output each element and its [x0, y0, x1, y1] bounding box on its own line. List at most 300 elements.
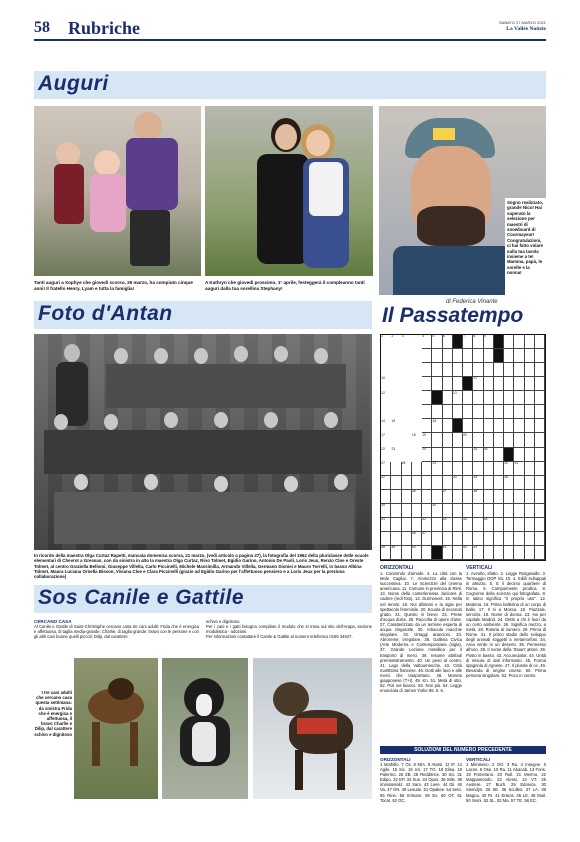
crossword-cell: [381, 405, 391, 419]
crossword-cell: 3: [401, 334, 404, 339]
crossword-cell: [463, 532, 473, 546]
crossword-cell: [432, 433, 442, 447]
crossword-cell: [525, 504, 535, 518]
crossword-cell: 43: [443, 518, 453, 532]
crossword-cell: [453, 363, 463, 377]
crossword-cell: 44: [463, 518, 473, 532]
crossword-cell: [494, 448, 504, 462]
section-title: Rubriche: [68, 18, 140, 38]
crossword-cell: 14: [381, 418, 385, 423]
crossword-cell: 48: [381, 546, 391, 560]
crossword-cell: [535, 476, 545, 490]
crossword-cell: [443, 349, 453, 363]
crossword-black-cell: [432, 391, 442, 405]
crossword-cell: [535, 377, 545, 391]
crossword-cell: [525, 363, 535, 377]
crossword-cell: 8: [473, 335, 483, 349]
crossword-cell: [391, 462, 401, 476]
crossword-cell: [432, 490, 442, 504]
crossword-black-cell: [432, 546, 442, 560]
crossword-cell: 33: [453, 476, 463, 490]
crossword-cell: 6: [443, 335, 453, 349]
crossword-black-cell: [463, 377, 473, 391]
canile-title: Sos Canile e Gattile: [38, 586, 245, 609]
crossword-cell: 51: [443, 546, 453, 560]
paper-name: La Vallée Notizie: [506, 26, 546, 32]
crossword-cell: [535, 532, 545, 546]
crossword-cell: [422, 419, 432, 433]
crossword-cell: [391, 433, 401, 447]
page-header: [34, 18, 546, 38]
crossword-cell: [494, 546, 504, 560]
crossword-cell: [473, 504, 483, 518]
crossword-cell: [453, 405, 463, 419]
crossword-cell: [443, 476, 453, 490]
crossword-cell: 46: [412, 532, 422, 546]
sol-orizz-heading: ORIZZONTALI: [380, 757, 411, 762]
crossword-cell: [453, 546, 463, 560]
crossword-cell: [535, 490, 545, 504]
crossword-cell: [412, 448, 422, 462]
crossword-cell: [412, 419, 422, 433]
crossword-cell: [504, 433, 514, 447]
crossword-cell: [432, 476, 442, 490]
crossword-cell: 15: [391, 418, 396, 423]
crossword-cell: [504, 405, 514, 419]
canile-col-1: [34, 619, 199, 655]
crossword-cell: 30: [504, 462, 514, 476]
crossword-cell: 39: [381, 504, 391, 518]
crossword-cells: [381, 335, 545, 560]
crossword-cell: [535, 462, 545, 476]
crossword-cell: [473, 433, 483, 447]
crossword-cell: [391, 504, 401, 518]
canile-body-2: schivo e dignitoso.: [206, 619, 241, 624]
crossword-cell: [535, 363, 545, 377]
crossword-cell: [504, 504, 514, 518]
crossword-cell: [504, 490, 514, 504]
crossword-cell: [402, 391, 412, 405]
crossword-cell: [432, 405, 442, 419]
canile-kicker: CERCANO CASA: [34, 619, 72, 624]
crossword-cell: [504, 349, 514, 363]
crossword-cell: 35: [504, 476, 514, 490]
crossword-cell: 20: [463, 433, 473, 447]
crossword-cell: [453, 532, 463, 546]
crossword-cell: [494, 391, 504, 405]
crossword-cell: [484, 391, 494, 405]
crossword-cell: [525, 377, 535, 391]
crossword-cell: [412, 518, 422, 532]
crossword-cell: [525, 349, 535, 363]
canile-caption: I tre cani adulti che cercano casa questa settimana: da sinistra Frida che è energica e affettuosa, il bravo Charlie e Dilip, dal carattere schivo e dignitoso: [34, 690, 72, 737]
crossword-cell: [484, 504, 494, 518]
crossword-cell: [514, 405, 524, 419]
crossword-cell: [535, 448, 545, 462]
crossword-cell: [535, 504, 545, 518]
crossword-cell: [463, 405, 473, 419]
crossword-cell: [422, 476, 432, 490]
canile-body-3: Per i cani e i gatti bisogna compilare il modulo che si trova sul sito dell'Arapa, sezione modulistica - adozioni.: [206, 624, 372, 635]
crossword-cell: [535, 433, 545, 447]
dog-photo-charlie: [162, 658, 248, 799]
crossword-cell: [422, 490, 432, 504]
crossword-cell: [402, 405, 412, 419]
crossword-cell: [514, 504, 524, 518]
canile-col-2: [206, 619, 372, 655]
crossword-cell: [525, 419, 535, 433]
verticali-col: [466, 565, 546, 743]
crossword-cell: 41: [381, 518, 391, 532]
crossword-cell: [514, 518, 524, 532]
crossword-cell: [391, 349, 401, 363]
canile-body-4: Per informazioni contattare il Canile & Gattile al numero telefonico 0165 34627.: [206, 634, 353, 640]
crossword-cell: 11: [473, 377, 483, 391]
sol-vert-heading: VERTICALI: [466, 757, 491, 762]
crossword-cell: [535, 335, 545, 349]
crossword-cell: [535, 419, 545, 433]
crossword-cell: [514, 377, 524, 391]
crossword-cell: [432, 363, 442, 377]
orizzontali-col: [380, 565, 462, 743]
crossword-cell: [525, 335, 535, 349]
crossword-cell: [494, 476, 504, 490]
crossword-cell: [453, 377, 463, 391]
crossword-cell: [535, 391, 545, 405]
crossword-cell: [494, 405, 504, 419]
crossword-cell: 53: [473, 546, 483, 560]
crossword-cell: [391, 490, 401, 504]
crossword-cell: 24: [422, 448, 432, 462]
crossword-cell: [453, 518, 463, 532]
crossword-cell: [484, 546, 494, 560]
crossword-cell: [525, 532, 535, 546]
crossword-cell: 7: [463, 335, 473, 349]
crossword-cell: [535, 546, 545, 560]
crossword-cell: 22: [381, 446, 385, 451]
crossword-cell: 18: [412, 432, 416, 437]
crossword-cell: [391, 391, 401, 405]
crossword-cell: 37: [443, 490, 453, 504]
crossword-cell: [443, 405, 453, 419]
crossword-cell: [484, 476, 494, 490]
crossword-cell: [381, 532, 391, 546]
crossword-cell: [453, 490, 463, 504]
crossword-cell: [391, 518, 401, 532]
crossword-cell: [494, 377, 504, 391]
antan-title: Foto d'Antan: [38, 302, 173, 325]
crossword-cell: [504, 377, 514, 391]
crossword-cell: [391, 476, 401, 490]
crossword-cell: [514, 363, 524, 377]
crossword-cell: [463, 349, 473, 363]
dog-photo-frida: [74, 658, 158, 799]
crossword-cell: 19: [422, 433, 432, 447]
crossword-cell: 16: [432, 419, 442, 433]
crossword-cell: [412, 391, 422, 405]
crossword-cell: [514, 335, 524, 349]
crossword-cell: [494, 462, 504, 476]
crossword-cell: [463, 504, 473, 518]
crossword-cell: [422, 377, 432, 391]
crossword-cell: [473, 419, 483, 433]
crossword-cell: [463, 462, 473, 476]
crossword-cell: [484, 405, 494, 419]
crossword-cell: [484, 349, 494, 363]
sol-orizz-text: 1 Morbillo. 7 Ox. 8 MIA. 9 Atarsi. 12 IF. 14 Agile. 15 Sic. 16 Ics. 17 TO. 18 Elisa. 19 Palermo. 26 ZB. 28 Redditrice. 30 Sci. 31 Edipo. 32 EP. 33 Sus. 34 Opus. 38 Stile. 38 Immaterializ. 42 Sam. 43 Liere. 44 Dil. 46 Va. 47 GN. 49 Lesude. 51 Opakee. 54 Seto. 55 Rine. 56 Irrimare. 59 Ex. 60 OT. 61 Tocat. 62 OC.: [380, 762, 462, 803]
crossword-cell: 49: [391, 546, 401, 560]
crossword-cell: [514, 448, 524, 462]
crossword-cell: [453, 462, 463, 476]
header-rule: [34, 39, 546, 41]
crossword-cell: [443, 377, 453, 391]
crossword-cell: [494, 363, 504, 377]
crossword-cell: [463, 490, 473, 504]
crossword-cell: 42: [422, 518, 432, 532]
crossword-cell: [463, 448, 473, 462]
crossword-cell: [525, 518, 535, 532]
crossword-cell: 34: [473, 476, 483, 490]
crossword-cell: [494, 433, 504, 447]
crossword-cell: 13: [453, 391, 463, 405]
crossword-cell: [412, 462, 422, 476]
crossword-cell: [381, 363, 391, 377]
crossword-cell: [381, 349, 391, 363]
page-number: 58: [34, 19, 50, 36]
crossword-cell: [402, 377, 412, 391]
crossword-cell: [453, 433, 463, 447]
crossword-cell: 1: [381, 334, 384, 339]
crossword-cell: [443, 448, 453, 462]
crossword-cell: [484, 433, 494, 447]
crossword-cell: [504, 546, 514, 560]
crossword-cell: [443, 433, 453, 447]
auguri-photo-2: [205, 106, 373, 276]
crossword-cell: [443, 532, 453, 546]
crossword-cell: 17: [381, 432, 385, 437]
canile-band: [34, 585, 372, 613]
crossword-cell: 52: [463, 546, 473, 560]
crossword-black-cell: [504, 448, 514, 462]
crossword-cell: [422, 504, 432, 518]
crossword-cell: [514, 391, 524, 405]
passatempo-byline: di Federica Vinante: [446, 299, 498, 305]
crossword-cell: [525, 405, 535, 419]
crossword-cell: [422, 546, 432, 560]
crossword-cell: [463, 476, 473, 490]
crossword-cell: [525, 448, 535, 462]
crossword-cell: [525, 462, 535, 476]
crossword-cell: 25: [473, 448, 483, 462]
crossword-cell: [504, 518, 514, 532]
crossword-cell: [443, 363, 453, 377]
auguri-band: [34, 71, 546, 99]
crossword-cell: 45: [484, 518, 494, 532]
crossword-cell: 23: [391, 446, 396, 451]
crossword-cell: [412, 349, 422, 363]
crossword-cell: [494, 518, 504, 532]
crossword-cell: [504, 335, 514, 349]
crossword-cell: [473, 363, 483, 377]
crossword-cell: [391, 377, 401, 391]
crossword-cell: [484, 377, 494, 391]
crossword-cell: [402, 419, 412, 433]
crossword-cell: [504, 532, 514, 546]
crossword-cell: [463, 391, 473, 405]
antan-caption: In ricordo della maestra Olga Curtaz Rapetti, mancata domenica scorsa, 21 marzo, (vedi articolo a pagina 27), la fotografia del 1962 della pluriclasse delle scuole elementari di Chevrot a Gressan, con da sinistra in alto la maestra Olga Curtaz, Rino Tolmet, Egidio Garino, Antonio De Paoli, Loris Jeux, Renzo Cloe e Oreste Tolmet, al centro Graziella Bellomi, Giuseppe Villella, Carlo Piccinelli, Michele Massimilla, Armando Villella, Germano Dioniei e Mauro Torrelli, in basso Albina Tolmet, Maura Luciana Ornella Bisson, Viviana Cloe e Clara Piccinelli (grazie ad Egidio Garino per l'affettuoso pensiero e a Loris Jeux per la preziosa collaborazione): [34, 553, 369, 580]
crossword-cell: [525, 476, 535, 490]
crossword-cell: [535, 405, 545, 419]
canile-body-1: Al Canile e Gattile di Saint-Christophe cercano casa tre cani adulti: Frida che è energica e affettuosa, di taglia media-grande; Charlie, di taglia grande, bravo con le persone e con gli altri cani buone quelli piccoli; Dilip, dal carattere: [34, 624, 199, 640]
crossword-cell: [402, 349, 412, 363]
crossword-black-cell: [453, 335, 463, 349]
auguri-caption-2: A Kathryn che giovedì prossimo, 1° aprile, festeggerà il compleanno tanti auguri dalla tua sorellina Stephany!: [205, 280, 365, 291]
crossword-cell: [402, 433, 412, 447]
crossword-cell: [494, 490, 504, 504]
crossword-cell: [443, 462, 453, 476]
sol-vert-text: 1 Mimiseno. 2 OO. 3 Ra. 4 Insegne. 5 Lacne. 6 Ose. 10 Ra. 11 Abacab. 13 Foris. 19 Pomerano. 20 Rull. 21 Mermo. 22 Mappamondo. 23 Alessi. 24 VT. 25 Austere. 27 Buch. 29 Edonica. 30 Siemdys. 35 SE. 36 Sculleo. 37 LA. 39 Magna. 40 RI. 41 Erteos. 45 LE. 48 Mail. 50 Semi. 52 SL. 53 Ma. 57 TE. 58 EC.: [466, 762, 546, 803]
crossword-cell: [494, 504, 504, 518]
crossword-cell: [463, 419, 473, 433]
crossword-cell: 2: [391, 334, 394, 339]
crossword-black-cell: [453, 419, 463, 433]
crossword-cell: [514, 532, 524, 546]
crossword-cell: [463, 363, 473, 377]
crossword-cell: [422, 363, 432, 377]
crossword-cell: [484, 462, 494, 476]
issue-date: SABATO 27 MARZO 2021: [499, 20, 546, 25]
crossword-cell: [453, 504, 463, 518]
crossword-cell: [402, 532, 412, 546]
crossword-cell: [443, 504, 453, 518]
crossword-cell: 47: [422, 532, 432, 546]
crossword-cell: 50: [412, 546, 422, 560]
orizzontali-heading: ORIZZONTALI: [380, 565, 414, 571]
verticali-heading: VERTICALI: [466, 565, 493, 571]
auguri-caption-3: Sogno realizzato, grande Nico! Hai superato la selezione per maestri di snowboard di Courmayeur! Congratulazioni, ci hai fatto volare sulla tua tavola insieme a te! Mamma, papà, le sorelle e la nonna!: [507, 200, 544, 276]
crossword-cell: 5: [432, 335, 442, 349]
crossword-cell: [402, 476, 412, 490]
crossword-cell: 31: [514, 462, 524, 476]
antan-band: [34, 301, 372, 329]
crossword-cell: [484, 490, 494, 504]
crossword-cell: [473, 518, 483, 532]
crossword-cell: 32: [381, 476, 391, 490]
crossword-cell: [412, 405, 422, 419]
crossword-cell: 36: [412, 490, 422, 504]
crossword-cell: [391, 405, 401, 419]
sol-vert-col: [466, 757, 546, 827]
crossword-cell: [391, 532, 401, 546]
crossword-cell: [525, 546, 535, 560]
crossword-cell: [422, 405, 432, 419]
crossword-cell: 29: [432, 462, 442, 476]
crossword-cell: 10: [381, 376, 385, 381]
crossword-cell: [525, 433, 535, 447]
crossword-cell: [453, 448, 463, 462]
crossword-cell: [473, 532, 483, 546]
dog-photo-dilip: [253, 658, 372, 799]
crossword-black-cell: [412, 335, 422, 349]
crossword-grid: [380, 334, 546, 561]
crossword-cell: 26: [484, 448, 494, 462]
crossword-cell: [402, 546, 412, 560]
crossword-cell: [514, 433, 524, 447]
auguri-caption-3-box: [505, 198, 546, 295]
auguri-title: Auguri: [38, 72, 109, 95]
crossword-cell: 12: [381, 390, 385, 395]
crossword-cell: [402, 504, 412, 518]
crossword-cell: [432, 349, 442, 363]
crossword-cell: [525, 391, 535, 405]
solutions-bar: SOLUZIONI DEL NUMERO PRECEDENTE: [380, 746, 546, 754]
auguri-caption-1: Tanti auguri a Sophye che giovedì scorso, 25 marzo, ha compiuto cinque anni! Il fratello Henry, Lyam e tutta la famiglia!: [34, 280, 193, 291]
crossword-cell: [514, 546, 524, 560]
crossword-cell: [504, 391, 514, 405]
crossword-black-cell: [494, 335, 504, 349]
crossword-cell: [402, 363, 412, 377]
crossword-cell: [494, 532, 504, 546]
crossword-cell: [402, 490, 412, 504]
crossword-cell: [443, 419, 453, 433]
crossword-cell: [484, 419, 494, 433]
crossword-cell: [453, 349, 463, 363]
crossword-cell: [514, 419, 524, 433]
crossword-cell: [494, 419, 504, 433]
crossword-cell: [504, 419, 514, 433]
crossword-cell: [412, 476, 422, 490]
crossword-cell: [473, 349, 483, 363]
crossword-cell: [535, 349, 545, 363]
crossword-cell: 27: [381, 462, 391, 476]
auguri-photo-1: [34, 106, 201, 276]
antan-photo: [34, 334, 372, 550]
crossword-cell: [432, 532, 442, 546]
crossword-cell: [514, 349, 524, 363]
crossword-cell: [432, 377, 442, 391]
crossword-cell: [432, 448, 442, 462]
crossword-cell: [412, 504, 422, 518]
crossword-cell: [484, 363, 494, 377]
verticali-clues: 1. Avvolto, sfatto. 2. Legge Rosgesalle. 3. Termaggio DOP Va. 10. 4. Ediili sviluppati in altezza. 5. E il decimo quartiere di Roma. 6. Compoimente prodica. 8. Cognome della scienza qui fotografata. 9. In latino significa "il proprio uso". 12. Modena. 16. Prima ballerina di un corpo di ballo. 17. Il si a Mosca. 18. Piazzale, servizio. 19. Nome di donna. 23. Ha per capitale Madrid. 24. Detto a chi è fuori da un certo ambiente. 26. Significa mezzo, a metà. 28. Rotaria di numero. 29. Prima di Rome. 31. Il primo stadio dello sviluppo degli animali soggetti a metamorfosi. 34. Area verde in un deserto. 35. Permesso all'uso. 38. Il nome della 'Stuart' attore. 39. Posto in basso. 43. Accumulator. 44. Unità di misura di dati informatici. 45. Forma spagnola di Agnese. 47. Il plurale di ce. 49. Bevanda di origine cinese. 50. Prima persona singolare. 52. Poco in centro.: [466, 571, 546, 678]
crossword-cell: [525, 490, 535, 504]
sol-orizz-col: [380, 757, 462, 827]
crossword-cell: [504, 363, 514, 377]
crossword-cell: [432, 518, 442, 532]
crossword-cell: [484, 532, 494, 546]
crossword-cell: [473, 391, 483, 405]
crossword-cell: [473, 405, 483, 419]
crossword-cell: [473, 462, 483, 476]
crossword-black-cell: [412, 363, 422, 377]
crossword-cell: [514, 476, 524, 490]
passatempo-title: Il Passatempo: [382, 304, 524, 327]
crossword-cell: [422, 349, 432, 363]
orizzontali-clues: 1. Contorndo d'amode. 4. La città con la Mole Cagliai. 7. Ammezzo alla classe successiva. 10. Le Scienzize del cinema americana. 11. Comune in provincia di Rieti. 13. Nome della canterlenessa Juniores di cadere (redi foto). 14. Durmoneis. 15. Nella nel tennis. 18. Noi diliimari e la sigla per spettacolo femminile. 20. Scuola di secondo grado. 21. Questo in breve. 22. Prese d'acqua dolce. 25. Raccolta di opere d'arte. 27. Caratterizzato da un termine esperta di acqua zingarotte. 30. Artiacula macchie singolare. 32. Ortaggi arancioni. 33. Abroreme; irregolare. 38. Galleria Civica (Arte Moderna e Contemporanea (sigla). 37. Grande Lezione metallica per il trasporto di merci. 39. Insume attributi prerministramento. 40. Un peso al centro. 41. Lago della Valtournenche. 42. Città maritttima francese. 46. Dotti alle lavo e alle merci che trasportano. 48. Moneta giapponese (T+t). 49. Kn. 51. Metà di otto. 52. Poli nel bianco. 53. Non più. 54. Legge enunciata di James Yorke 86. 5. 6.: [380, 571, 462, 694]
crossword-black-cell: [494, 349, 504, 363]
crossword-cell: [402, 518, 412, 532]
crossword-cell: [402, 448, 412, 462]
crossword-cell: [391, 363, 401, 377]
crossword-cell: 40: [432, 504, 442, 518]
crossword-cell: 4: [422, 335, 432, 349]
crossword-cell: 9: [484, 335, 494, 349]
crossword-cell: 38: [473, 490, 483, 504]
crossword-cell: [422, 462, 432, 476]
crossword-cell: [514, 490, 524, 504]
crossword-cell: [381, 490, 391, 504]
crossword-cell: [535, 518, 545, 532]
